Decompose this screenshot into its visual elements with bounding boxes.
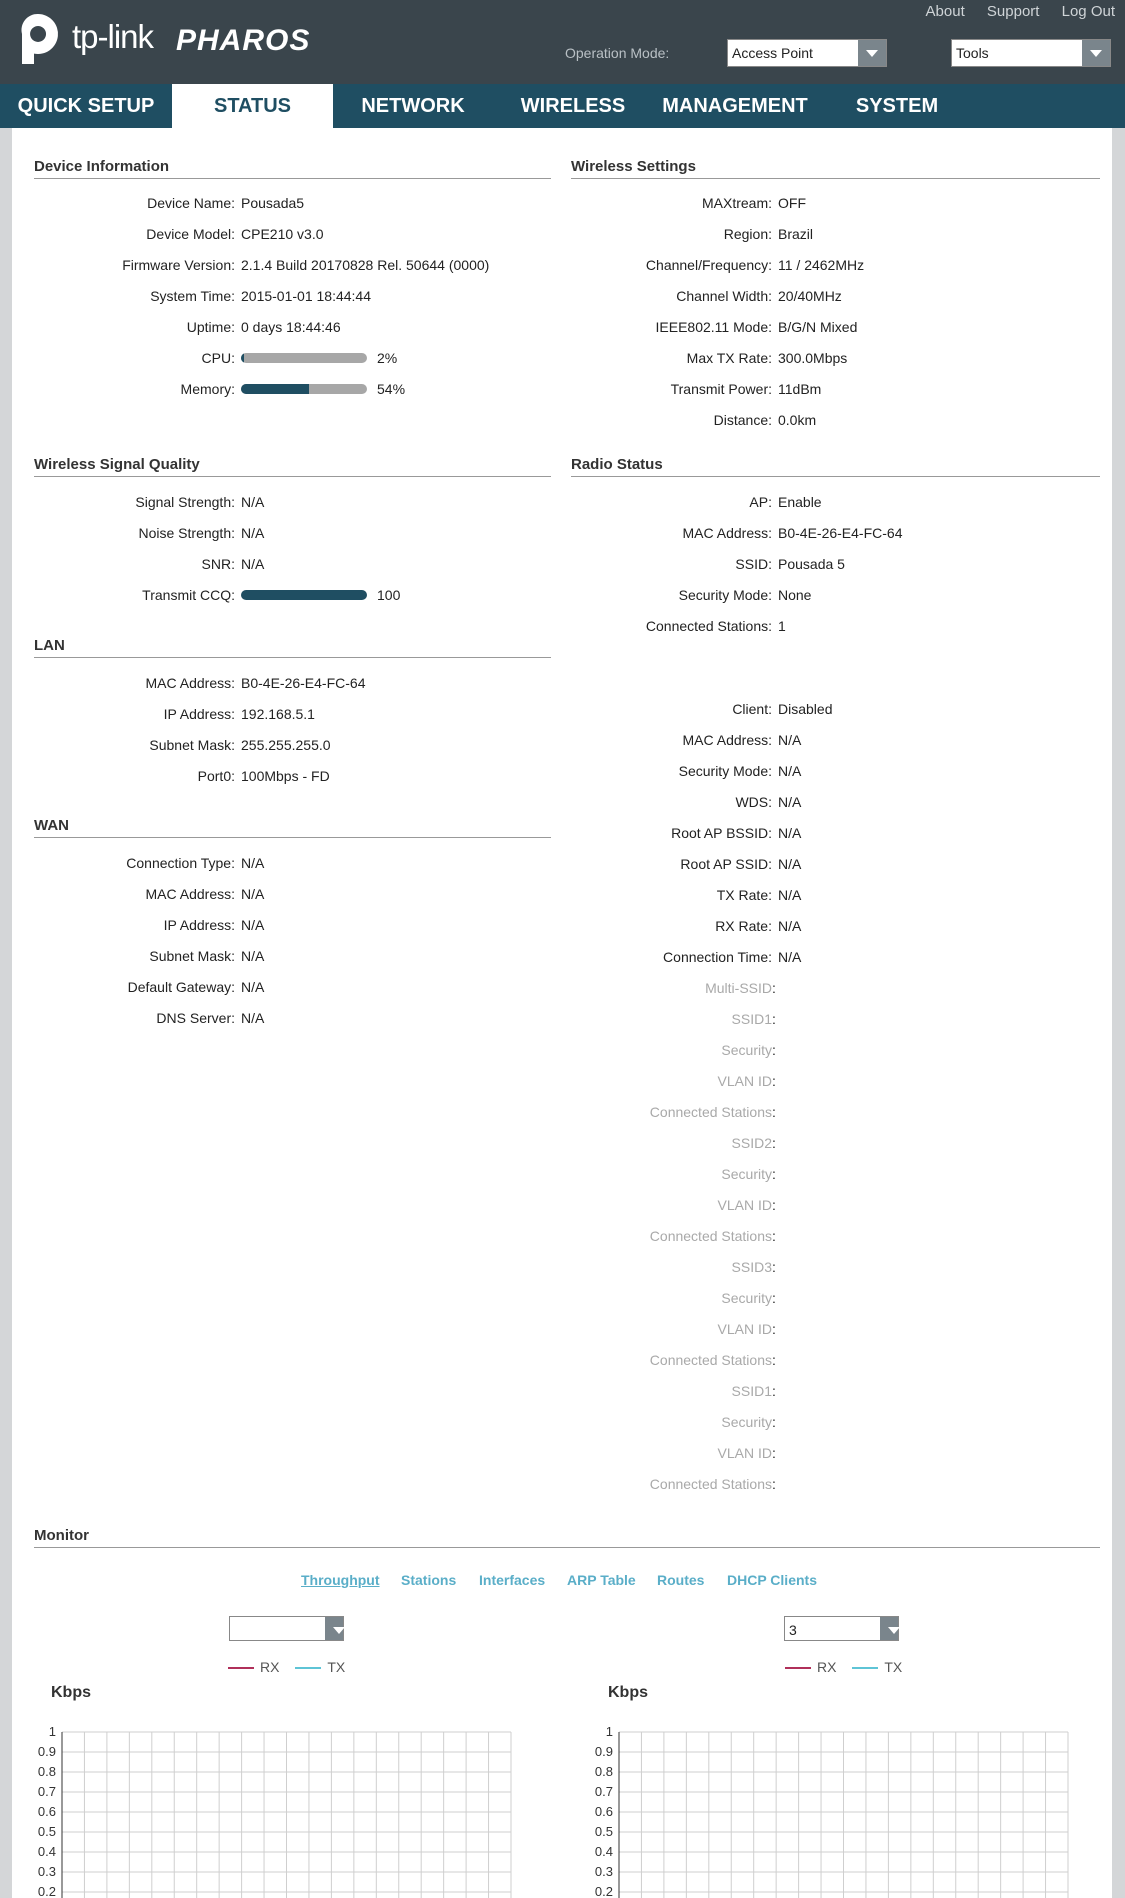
cpu-value: 2% [377, 350, 398, 366]
wan-label: Connection Type: [126, 855, 235, 871]
tools-value: Tools [956, 45, 989, 61]
device-info-value: 2.1.4 Build 20170828 Rel. 50644 (0000) [241, 257, 490, 273]
tab-stations[interactable]: Stations [401, 1572, 457, 1588]
right-legend [785, 1659, 902, 1675]
wan-label: MAC Address: [145, 886, 235, 902]
tab-quick-setup[interactable]: QUICK SETUP [17, 95, 155, 117]
signal-quality-value: N/A [241, 556, 265, 572]
tab-throughput[interactable]: Throughput [301, 1572, 380, 1588]
multi-ssid-colon: : [772, 1259, 776, 1275]
y-tick-label: 0.7 [37, 1784, 56, 1799]
wireless-settings-label: Transmit Power: [670, 381, 772, 397]
radio-ap-row [12, 525, 1112, 545]
multi-ssid-row [12, 1166, 1112, 1186]
multi-ssid-label: VLAN ID [717, 1445, 772, 1461]
brand-name: PHAROS [176, 24, 311, 57]
radio-ap-value: Enable [778, 494, 822, 510]
radio-client-label: WDS: [735, 794, 772, 810]
multi-ssid-colon: : [772, 1166, 776, 1182]
multi-ssid-colon: : [772, 1414, 776, 1430]
signal-quality-title: Wireless Signal Quality [34, 456, 551, 477]
wan-label: Subnet Mask: [149, 948, 235, 964]
tab-interfaces[interactable]: Interfaces [479, 1572, 546, 1588]
wireless-settings-label: Region: [723, 226, 772, 242]
wireless-settings-row [12, 381, 1112, 401]
y-tick-label: 0.3 [37, 1864, 56, 1879]
device-info-label: System Time: [150, 288, 235, 304]
multi-ssid-colon: : [772, 1383, 776, 1399]
ccq-value: 100 [377, 587, 401, 603]
multi-ssid-colon: : [772, 1042, 776, 1058]
multi-ssid-colon: : [772, 1290, 776, 1306]
multi-ssid-label: Connected Stations [649, 1352, 772, 1368]
wan-value: N/A [241, 1010, 265, 1026]
tab-management[interactable]: MANAGEMENT [662, 95, 808, 117]
wan-label: Default Gateway: [127, 979, 235, 995]
wireless-settings-label: MAXtream: [701, 195, 772, 211]
tools-select[interactable] [951, 39, 1111, 67]
operation-mode-label: Operation Mode: [565, 45, 670, 61]
multi-ssid-colon: : [772, 1135, 776, 1151]
tab-system[interactable]: SYSTEM [855, 95, 939, 117]
logout-link[interactable]: Log Out [1061, 3, 1115, 20]
radio-client-label: Client: [732, 701, 772, 717]
wan-value: N/A [241, 979, 265, 995]
left-interface-select[interactable] [229, 1616, 344, 1641]
multi-ssid-colon: : [772, 980, 776, 996]
multi-ssid-row [12, 1290, 1112, 1310]
radio-client-row [12, 949, 1112, 969]
multi-ssid-label: Security [721, 1166, 772, 1182]
radio-client-value: N/A [778, 887, 802, 903]
about-link[interactable]: About [925, 3, 965, 20]
multi-ssid-label: Security [721, 1414, 772, 1430]
tab-routes[interactable]: Routes [657, 1572, 705, 1588]
wireless-settings-row [12, 195, 1112, 215]
radio-ap-row [12, 494, 1112, 514]
y-tick-label: 0.9 [594, 1744, 613, 1759]
radio-status-title: Radio Status [571, 456, 1100, 477]
y-tick-label: 0.4 [37, 1844, 56, 1859]
wan-value: N/A [241, 855, 265, 871]
multi-ssid-colon: : [772, 1321, 776, 1337]
multi-ssid-colon: : [772, 1445, 776, 1461]
wireless-settings-label: Distance: [713, 412, 772, 428]
tx-swatch [852, 1667, 878, 1669]
radio-client-label: MAC Address: [682, 732, 772, 748]
device-info-label: Firmware Version: [122, 257, 235, 273]
right-throughput-chart [589, 1712, 1089, 1898]
radio-client-value: Disabled [778, 701, 833, 717]
memory-label: Memory: [180, 381, 235, 397]
y-tick-label: 1 [605, 1724, 613, 1739]
radio-client-value: N/A [778, 918, 802, 934]
lan-value: 100Mbps - FD [241, 768, 330, 784]
memory-value: 54% [377, 381, 406, 397]
lan-value: 192.168.5.1 [241, 706, 315, 722]
multi-ssid-label: VLAN ID [717, 1321, 772, 1337]
lan-label: Subnet Mask: [149, 737, 235, 753]
legend-rx: RX [260, 1659, 280, 1675]
multi-ssid-label: Connected Stations [649, 1476, 772, 1492]
rx-swatch [228, 1667, 254, 1669]
y-tick-label: 0.9 [37, 1744, 56, 1759]
radio-ap-row [12, 618, 1112, 638]
wireless-settings-title: Wireless Settings [571, 158, 1100, 179]
device-info-value: 2015-01-01 18:44:44 [241, 288, 371, 304]
multi-ssid-colon: : [772, 1011, 776, 1027]
support-link[interactable]: Support [986, 3, 1040, 20]
radio-ap-value: B0-4E-26-E4-FC-64 [778, 525, 903, 541]
wan-label: DNS Server: [156, 1010, 235, 1026]
radio-client-row [12, 825, 1112, 845]
radio-client-row [12, 763, 1112, 783]
multi-ssid-label: Security [721, 1290, 772, 1306]
wan-title: WAN [34, 817, 551, 838]
multi-ssid-colon: : [772, 1197, 776, 1213]
radio-client-value: N/A [778, 763, 802, 779]
wireless-settings-row [12, 226, 1112, 246]
wireless-settings-row [12, 319, 1112, 339]
radio-ap-value: Pousada 5 [778, 556, 845, 572]
left-throughput-chart [32, 1712, 532, 1898]
ccq-label: Transmit CCQ: [142, 587, 235, 603]
multi-ssid-row [12, 1011, 1112, 1031]
y-tick-label: 0.5 [594, 1824, 613, 1839]
multi-ssid-row [12, 1352, 1112, 1372]
right-select-value: 3 [789, 1622, 797, 1638]
radio-client-value: N/A [778, 949, 802, 965]
multi-ssid-colon: : [772, 1228, 776, 1244]
wan-value: N/A [241, 886, 265, 902]
radio-ap-row [12, 587, 1112, 607]
signal-quality-value: N/A [241, 494, 265, 510]
lan-value: 255.255.255.0 [241, 737, 331, 753]
radio-client-row [12, 856, 1112, 876]
radio-client-value: N/A [778, 856, 802, 872]
radio-client-label: RX Rate: [715, 918, 772, 934]
radio-client-row [12, 918, 1112, 938]
radio-ap-value: 1 [778, 618, 786, 634]
device-info-title: Device Information [34, 158, 551, 179]
multi-ssid-row [12, 1073, 1112, 1093]
radio-client-row [12, 701, 1112, 721]
device-info-value: 0 days 18:44:46 [241, 319, 341, 335]
cpu-label: CPU: [201, 350, 235, 366]
multi-ssid-label: Connected Stations [649, 1104, 772, 1120]
multi-ssid-label: SSID3 [731, 1259, 772, 1275]
multi-ssid-row [12, 1445, 1112, 1465]
multi-ssid-row [12, 1414, 1112, 1434]
radio-client-row [12, 887, 1112, 907]
status-panel [12, 128, 1112, 1898]
multi-ssid-label: Connected Stations [649, 1228, 772, 1244]
rx-swatch [785, 1667, 811, 1669]
multi-ssid-label: SSID1 [731, 1011, 772, 1027]
wireless-settings-value: 11dBm [778, 381, 822, 397]
device-info-label: Uptime: [186, 319, 235, 335]
radio-client-value: N/A [778, 794, 802, 810]
top-links [908, 3, 1115, 20]
chevron-down-icon[interactable] [858, 40, 886, 66]
monitor-title: Monitor [34, 1527, 1100, 1548]
multi-ssid-label: Security [721, 1042, 772, 1058]
multi-ssid-colon: : [772, 1352, 776, 1368]
legend-rx: RX [817, 1659, 837, 1675]
radio-client-label: Security Mode: [678, 763, 772, 779]
multi-ssid-label: SSID2 [731, 1135, 772, 1151]
wireless-settings-label: IEEE802.11 Mode: [655, 319, 772, 335]
radio-client-label: Connection Time: [663, 949, 772, 965]
lan-label: Port0: [197, 768, 235, 784]
y-tick-label: 0.2 [37, 1884, 56, 1898]
device-info-label: Device Model: [146, 226, 235, 242]
multi-ssid-row [12, 1321, 1112, 1341]
radio-ap-label: MAC Address: [682, 525, 772, 541]
top-header [0, 0, 1125, 84]
multi-ssid-label: SSID1 [731, 1383, 772, 1399]
chevron-down-icon[interactable] [880, 1617, 898, 1640]
signal-quality-label: SNR: [201, 556, 235, 572]
tab-wireless[interactable]: WIRELESS [520, 95, 626, 117]
lan-title: LAN [34, 637, 551, 658]
lan-label: MAC Address: [145, 675, 235, 691]
multi-ssid-colon: : [772, 1476, 776, 1492]
y-tick-label: 1 [48, 1724, 56, 1739]
radio-client-label: Root AP SSID: [680, 856, 772, 872]
multi-ssid-row [12, 1476, 1112, 1496]
legend-tx: TX [327, 1659, 346, 1675]
main-nav [0, 84, 1125, 128]
radio-client-row [12, 732, 1112, 752]
wireless-settings-value: 20/40MHz [778, 288, 842, 304]
multi-ssid-colon: : [772, 1104, 776, 1120]
operation-mode-value: Access Point [732, 45, 813, 61]
radio-ap-label: Connected Stations: [645, 618, 772, 634]
wireless-settings-row [12, 257, 1112, 277]
y-tick-label: 0.6 [37, 1804, 56, 1819]
tp-link-logo-icon [10, 10, 66, 66]
y-tick-label: 0.7 [594, 1784, 613, 1799]
multi-ssid-row [12, 1259, 1112, 1279]
multi-ssid-row [12, 1228, 1112, 1248]
wireless-settings-value: Brazil [778, 226, 814, 242]
wan-value: N/A [241, 948, 265, 964]
radio-client-label: Root AP BSSID: [671, 825, 772, 841]
legend-tx: TX [884, 1659, 903, 1675]
wireless-settings-value: 300.0Mbps [778, 350, 848, 366]
wireless-settings-row [12, 350, 1112, 370]
signal-quality-value: N/A [241, 525, 265, 541]
left-legend [228, 1659, 345, 1675]
radio-ap-label: Security Mode: [678, 587, 772, 603]
radio-ap-label: SSID: [735, 556, 772, 572]
multi-ssid-row [12, 1197, 1112, 1217]
signal-quality-label: Signal Strength: [135, 494, 235, 510]
y-tick-label: 0.5 [37, 1824, 56, 1839]
device-info-value: CPE210 v3.0 [241, 226, 324, 242]
wan-value: N/A [241, 917, 265, 933]
wireless-settings-row [12, 412, 1112, 432]
multi-ssid-row [12, 1042, 1112, 1062]
radio-client-value: N/A [778, 825, 802, 841]
operation-mode-select[interactable] [727, 39, 887, 67]
wireless-settings-value: B/G/N Mixed [778, 319, 858, 335]
left-chart-unit: Kbps [51, 1684, 91, 1701]
wireless-settings-label: Max TX Rate: [686, 350, 772, 366]
lan-label: IP Address: [163, 706, 235, 722]
tab-status[interactable]: STATUS [172, 84, 333, 128]
chevron-down-icon[interactable] [325, 1617, 343, 1640]
multi-ssid-label: VLAN ID [717, 1197, 772, 1213]
radio-client-label: TX Rate: [716, 887, 772, 903]
multi-ssid-row [12, 1383, 1112, 1403]
radio-ap-value: None [778, 587, 812, 603]
multi-ssid-row [12, 1104, 1112, 1124]
y-tick-label: 0.4 [594, 1844, 613, 1859]
multi-ssid-label: VLAN ID [717, 1073, 772, 1089]
y-tick-label: 0.6 [594, 1804, 613, 1819]
y-tick-label: 0.2 [594, 1884, 613, 1898]
y-tick-label: 0.3 [594, 1864, 613, 1879]
wireless-settings-row [12, 288, 1112, 308]
tx-swatch [295, 1667, 321, 1669]
right-chart-unit: Kbps [608, 1684, 648, 1701]
multi-ssid-row [12, 980, 1112, 1000]
multi-ssid-label: Multi-SSID [705, 980, 772, 996]
lan-value: B0-4E-26-E4-FC-64 [241, 675, 366, 691]
device-info-value: Pousada5 [241, 195, 305, 211]
multi-ssid-row [12, 1135, 1112, 1155]
wan-label: IP Address: [163, 917, 235, 933]
y-tick-label: 0.8 [594, 1764, 613, 1779]
radio-ap-label: AP: [749, 494, 772, 510]
lan-row [12, 675, 1112, 695]
tab-dhcp-clients[interactable]: DHCP Clients [727, 1572, 817, 1588]
wireless-settings-label: Channel Width: [676, 288, 772, 304]
logo-text: tp-link [72, 18, 154, 55]
chevron-down-icon[interactable] [1082, 40, 1110, 66]
wireless-settings-label: Channel/Frequency: [645, 257, 772, 273]
radio-client-value: N/A [778, 732, 802, 748]
radio-ap-row [12, 556, 1112, 576]
tab-arp-table[interactable]: ARP Table [567, 1572, 636, 1588]
wireless-settings-value: 11 / 2462MHz [778, 257, 865, 273]
right-interface-select[interactable] [784, 1616, 899, 1641]
radio-client-row [12, 794, 1112, 814]
wireless-settings-value: OFF [778, 195, 806, 211]
multi-ssid-colon: : [772, 1073, 776, 1089]
device-info-label: Device Name: [147, 195, 235, 211]
signal-quality-label: Noise Strength: [138, 525, 235, 541]
wireless-settings-value: 0.0km [778, 412, 817, 428]
tab-network[interactable]: NETWORK [361, 95, 465, 117]
y-tick-label: 0.8 [37, 1764, 56, 1779]
